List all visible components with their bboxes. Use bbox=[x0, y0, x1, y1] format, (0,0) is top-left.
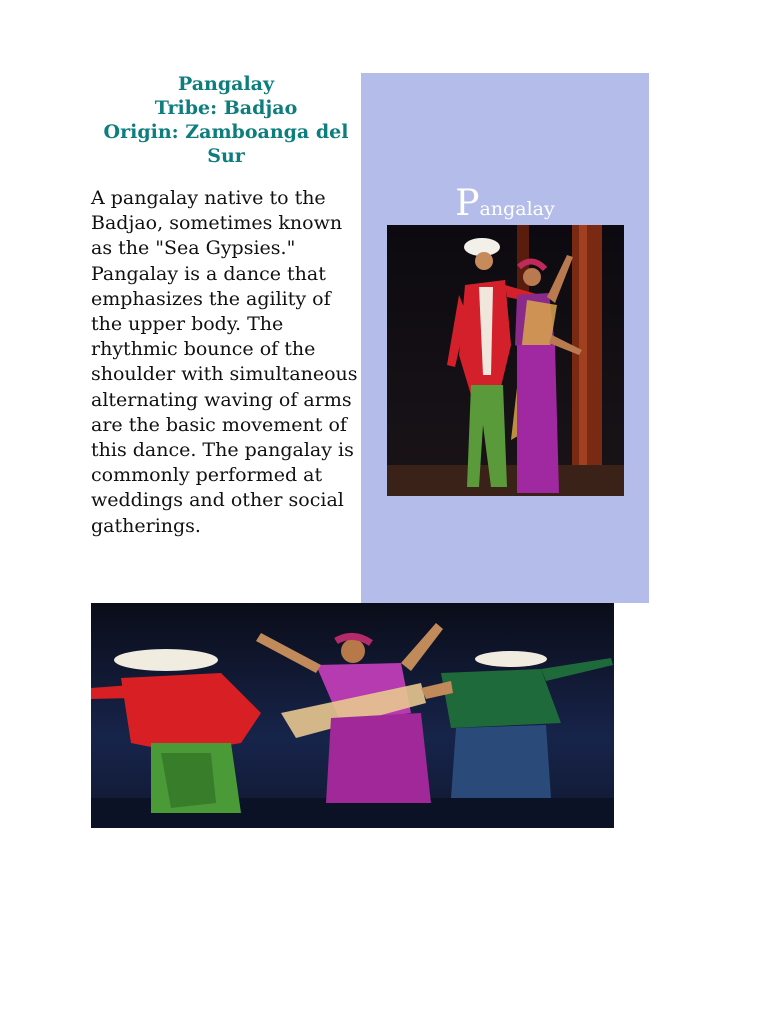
dancers-photo-bottom-image bbox=[91, 603, 614, 828]
description-paragraph: A pangalay native to the Badjao, sometimes known as the "Sea Gypsies." Pangalay is a dance that emphasizes the agility of the upper body. The rhythmic bounce of the shoulder with simultaneous alternating waving of arms are the basic movement of this dance. The pangalay is commonly performed at weddings and other social gatherings. bbox=[91, 187, 358, 537]
heading-title: Pangalay bbox=[177, 73, 275, 95]
dancers-photo-bottom bbox=[91, 603, 614, 828]
sidebar-title bbox=[361, 183, 649, 224]
dancers-photo-top bbox=[387, 225, 624, 496]
heading-origin-cont: Sur bbox=[207, 145, 245, 167]
heading-origin: Origin: Zamboanga del bbox=[103, 121, 349, 143]
heading-tribe: Tribe: Badjao bbox=[154, 97, 298, 119]
heading-block bbox=[88, 72, 364, 168]
sidebar-title-initial: P bbox=[455, 183, 480, 224]
sidebar-title-rest: angalay bbox=[479, 198, 555, 220]
dancers-photo-top-image bbox=[387, 225, 624, 496]
